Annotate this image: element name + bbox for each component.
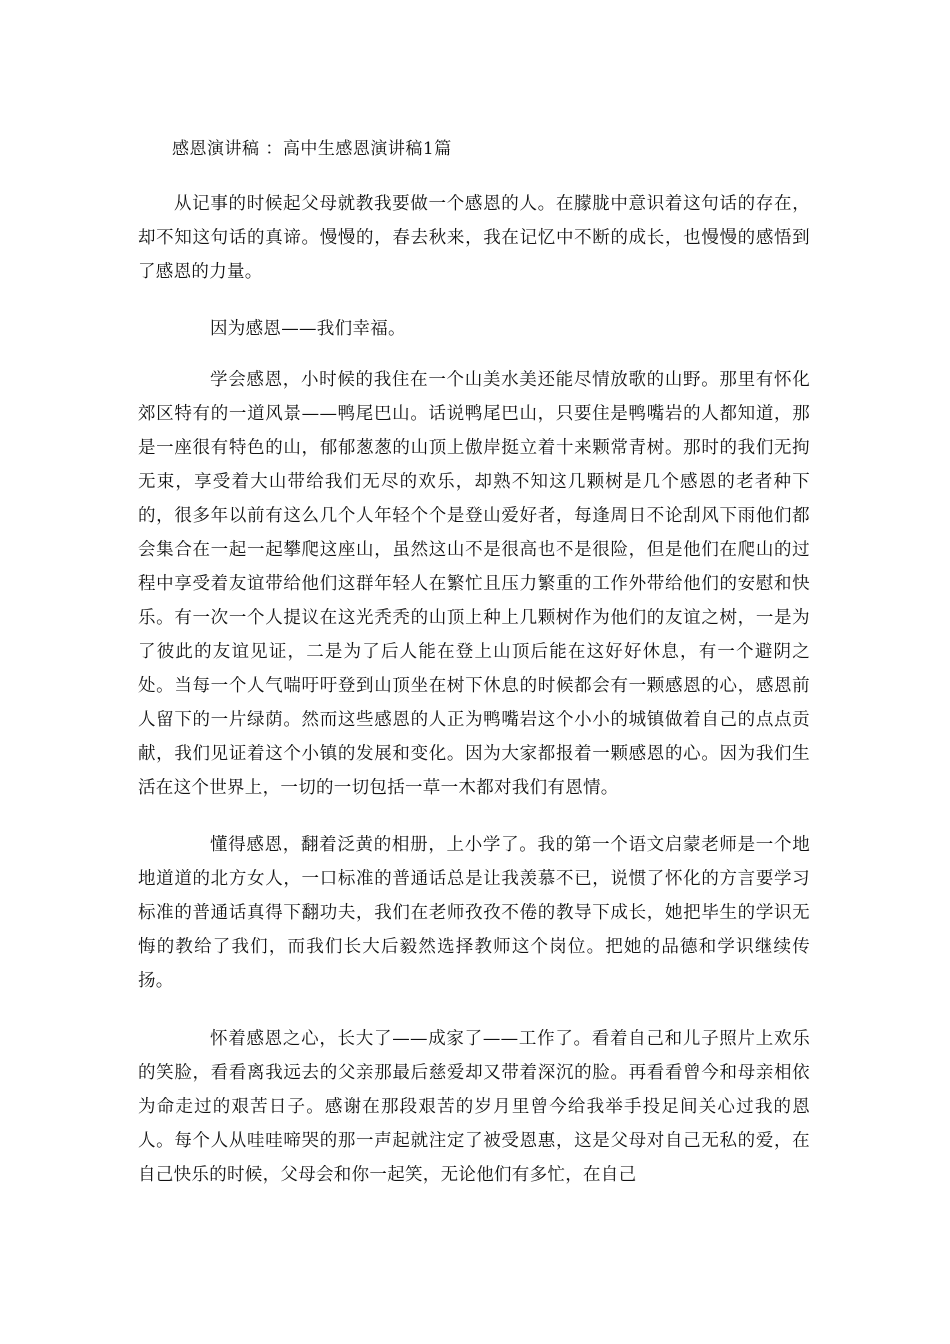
paragraph-3: 学会感恩，小时候的我住在一个山美水美还能尽情放歌的山野。那里有怀化郊区特有的一道风景——鸭尾巴山。话说鸭尾巴山，只要住是鸭嘴岩的人都知道，那是一座很有特色的山，郁郁葱葱的山顶上傲岸挺立着十来颗常青树。那时的我们无拘无束，享受着大山带给我们无尽的欢乐，却熟不知这几颗树是几个感恩的老者种下的，很多年以前有这么几个人年轻个个是登山爱好者，每逢周日不论刮风下雨他们都会集合在一起一起攀爬这座山，虽然这山不是很高也不是很险，但是他们在爬山的过程中享受着友谊带给他们这群年轻人在繁忙且压力繁重的工作外带给他们的安慰和快乐。有一次一个人提议在这光秃秃的山顶上种上几颗树作为他们的友谊之树，一是为了彼此的友谊见证，二是为了后人能在登上山顶后能在这好好休息，有一个避阴之处。当每一个人气喘吁吁登到山顶坐在树下休息的时候都会有一颗感恩的心，感恩前人留下的一片绿荫。然而这些感恩的人正为鸭嘴岩这个小小的城镇做着自己的点点贡献，我们见证着这个小镇的发展和变化。因为大家都报着一颗感恩的心。因为我们生活在这个世界上，一切的一切包括一草一木都对我们有恩情。 <box>138 370 810 798</box>
paragraph-5: 怀着感恩之心，长大了——成家了——工作了。看着自己和儿子照片上欢乐的笑脸，看看离我远去的父亲那最后慈爱却又带着深沉的脸。再看看曾今和母亲相依为命走过的艰苦日子。感谢在那段艰苦的岁月里曾今给我举手投足间关心过我的恩人。每个人从哇哇啼哭的那一声起就注定了被受恩惠，这是父母对自己无私的爱，在自己快乐的时候，父母会和你一起笑，无论他们有多忙，在自己 <box>138 1029 810 1185</box>
document-title: 感恩演讲稿 ：高中生感恩演讲稿1篇 <box>172 139 452 159</box>
paragraph-1: 从记事的时候起父母就教我要做一个感恩的人。在朦胧中意识着这句话的存在，却不知这句话的真谛。慢慢的，春去秋来，我在记忆中不断的成长，也慢慢的感悟到了感恩的力量。 <box>138 194 810 282</box>
paragraph-4: 懂得感恩，翻着泛黄的相册，上小学了。我的第一个语文启蒙老师是一个地地道道的北方女人，一口标准的普通话总是让我羡慕不已，说惯了怀化的方言要学习标准的普通话真得下翻功夫，我们在老师孜孜不倦的教导下成长，她把毕生的学识无悔的教给了我们，而我们长大后毅然选择教师这个岗位。把她的品德和学识继续传扬。 <box>138 835 810 991</box>
paragraph-2: 因为感恩——我们幸福。 <box>210 319 406 339</box>
